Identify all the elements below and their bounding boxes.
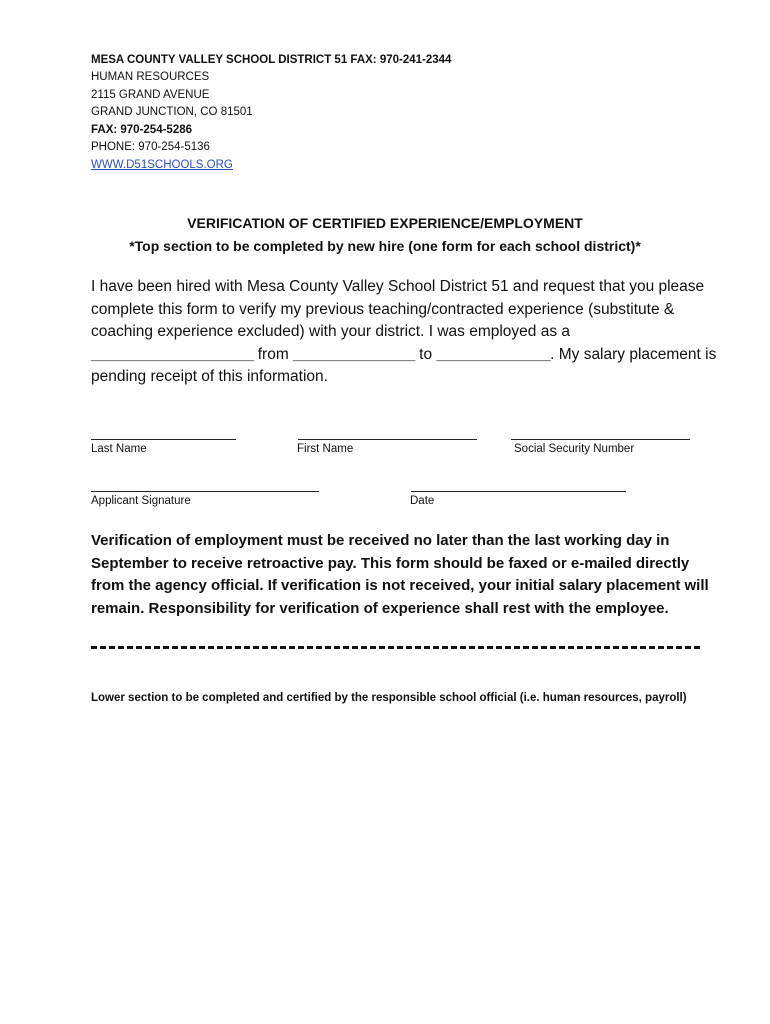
date-label: Date <box>410 495 435 507</box>
to-word: to <box>419 345 433 363</box>
department-line: HUMAN RESOURCES <box>91 71 210 83</box>
ssn-label: Social Security Number <box>514 443 635 455</box>
phone-number: PHONE: 970-254-5136 <box>91 141 210 153</box>
start-date-blank[interactable]: _______________ <box>293 345 415 363</box>
fax-number: FAX: 970-254-5286 <box>91 124 193 136</box>
section-divider <box>91 646 700 649</box>
first-name-label: First Name <box>297 443 354 455</box>
last-name-line[interactable] <box>91 439 236 440</box>
form-title: VERIFICATION OF CERTIFIED EXPERIENCE/EMPLOYMENT <box>187 215 583 231</box>
street-address: 2115 GRAND AVENUE <box>91 89 210 101</box>
from-word: from <box>257 345 289 363</box>
end-date-blank[interactable]: ______________ <box>436 345 551 363</box>
last-name-label: Last Name <box>91 443 147 455</box>
request-paragraph <box>91 276 721 389</box>
first-name-line[interactable] <box>298 439 477 440</box>
signature-label: Applicant Signature <box>91 495 191 507</box>
verification-notice: Verification of employment must be received no later than the last working day in September to receive retroactive pay. This form should be faxed or e-mailed directly from the agency official. If verification is not received, your initial salary placement will remain. Responsibility for verification of experience shall rest with the employee. <box>91 532 709 617</box>
city-state-zip: GRAND JUNCTION, CO 81501 <box>91 106 253 118</box>
form-subtitle: *Top section to be completed by new hire (one form for each school district)* <box>129 238 641 254</box>
district-fax-line: MESA COUNTY VALLEY SCHOOL DISTRICT 51 FAX: 970-241-2344 <box>91 54 452 66</box>
request-tail: . My salary placement is pending receipt of this information. <box>91 345 717 385</box>
date-line[interactable] <box>411 491 626 492</box>
request-text: I have been hired with Mesa County Valley School District 51 and request that you please complete this form to verify my previous teaching/contracted experience (substitute & coaching experience excluded) with your district. I was employed as a <box>91 278 705 340</box>
ssn-line[interactable] <box>511 439 690 440</box>
website-link[interactable]: WWW.D51SCHOOLS.ORG <box>91 159 233 171</box>
position-blank[interactable]: ____________________ <box>91 345 254 363</box>
signature-line[interactable] <box>91 491 319 492</box>
lower-section-note: Lower section to be completed and certified by the responsible school official (i.e. human resources, payroll) <box>91 692 687 704</box>
